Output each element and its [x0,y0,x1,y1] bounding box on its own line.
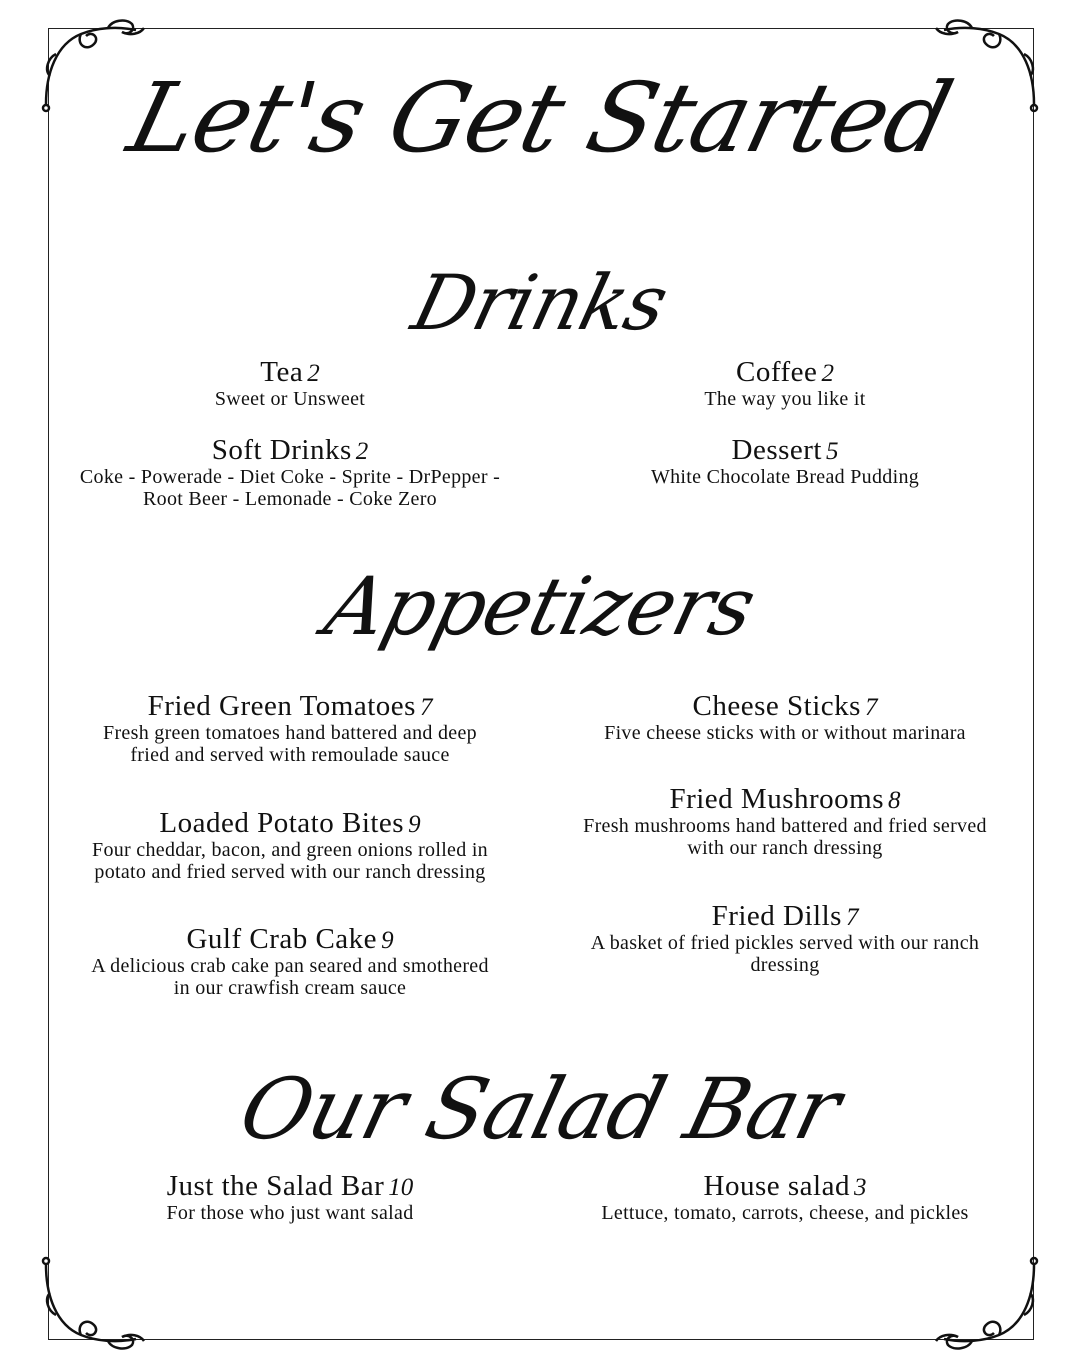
item-name: Loaded Potato Bites [159,807,405,839]
item-name: Fried Green Tomatoes [147,690,416,722]
item-price: 8 [888,787,901,814]
menu-item-fried-dills [545,900,1025,976]
item-name: Just the Salad Bar [166,1170,385,1202]
item-description-line: Root Beer - Lemonade - Coke Zero [143,488,437,510]
menu-item-dessert [545,434,1025,488]
item-price: 10 [388,1174,414,1201]
menu-item-fried-green-tomatoes [55,690,525,766]
section-heading-appetizers: Appetizers [316,560,764,653]
item-price: 7 [419,694,433,721]
item-price: 7 [845,904,859,931]
item-description-line: in our crawfish cream sauce [173,977,407,999]
item-description-line: A delicious crab cake pan seared and smothered [91,955,489,977]
menu-item-coffee [545,356,1025,410]
item-description: White Chocolate Bread Pudding [650,466,920,488]
menu-item-soft-drinks [55,434,525,510]
menu-item-just-the-salad-bar [55,1170,525,1224]
item-description: The way you like it [704,388,866,410]
item-price: 9 [381,927,394,954]
item-price: 2 [355,438,369,465]
item-price: 5 [825,438,839,465]
menu-item-gulf-crab-cake [55,923,525,999]
item-description: Five cheese sticks with or without marinara [604,722,966,744]
item-price: 7 [864,694,878,721]
item-name: Fried Mushrooms [669,783,885,815]
item-description-line: A basket of fried pickles served with our ranch [590,932,980,954]
item-name: Fried Dills [711,900,842,932]
item-description-line: Coke - Powerade - Diet Coke - Sprite - DrPepper - [79,466,501,488]
item-name: House salad [703,1170,850,1202]
item-description: Lettuce, tomato, carrots, cheese, and pickles [601,1202,969,1224]
item-name: Cheese Sticks [692,690,861,722]
item-price: 2 [821,360,834,387]
item-name: Coffee [736,356,818,388]
corner-flourish-icon [934,1245,1044,1355]
item-name: Soft Drinks [211,434,352,466]
item-name: Gulf Crab Cake [186,923,378,955]
item-description: For those who just want salad [166,1202,414,1224]
item-price: 9 [408,811,421,838]
item-description-line: Four cheddar, bacon, and green onions rolled in [92,839,488,861]
section-heading-salad-bar: Our Salad Bar [230,1060,850,1158]
item-price: 3 [853,1174,867,1201]
menu-item-tea [55,356,525,410]
item-name: Tea [260,356,304,388]
page-title: Let's Get Started [118,62,962,174]
item-description-line: Fresh mushrooms hand battered and fried served [583,815,987,837]
item-description-line: potato and fried served with our ranch dressing [94,861,486,883]
item-price: 2 [307,360,320,387]
menu-item-loaded-potato-bites [55,807,525,883]
section-heading-drinks: Drinks [404,258,676,347]
item-description: Sweet or Unsweet [214,388,366,410]
item-description-line: dressing [750,954,820,976]
menu-item-house-salad [545,1170,1025,1224]
menu-item-fried-mushrooms [545,783,1025,859]
item-description-line: fried and served with remoulade sauce [130,744,450,766]
item-description-line: Fresh green tomatoes hand battered and deep [103,722,477,744]
item-name: Dessert [731,434,822,466]
item-description-line: with our ranch dressing [687,837,883,859]
menu-item-cheese-sticks [545,690,1025,744]
corner-flourish-icon [36,1245,146,1355]
